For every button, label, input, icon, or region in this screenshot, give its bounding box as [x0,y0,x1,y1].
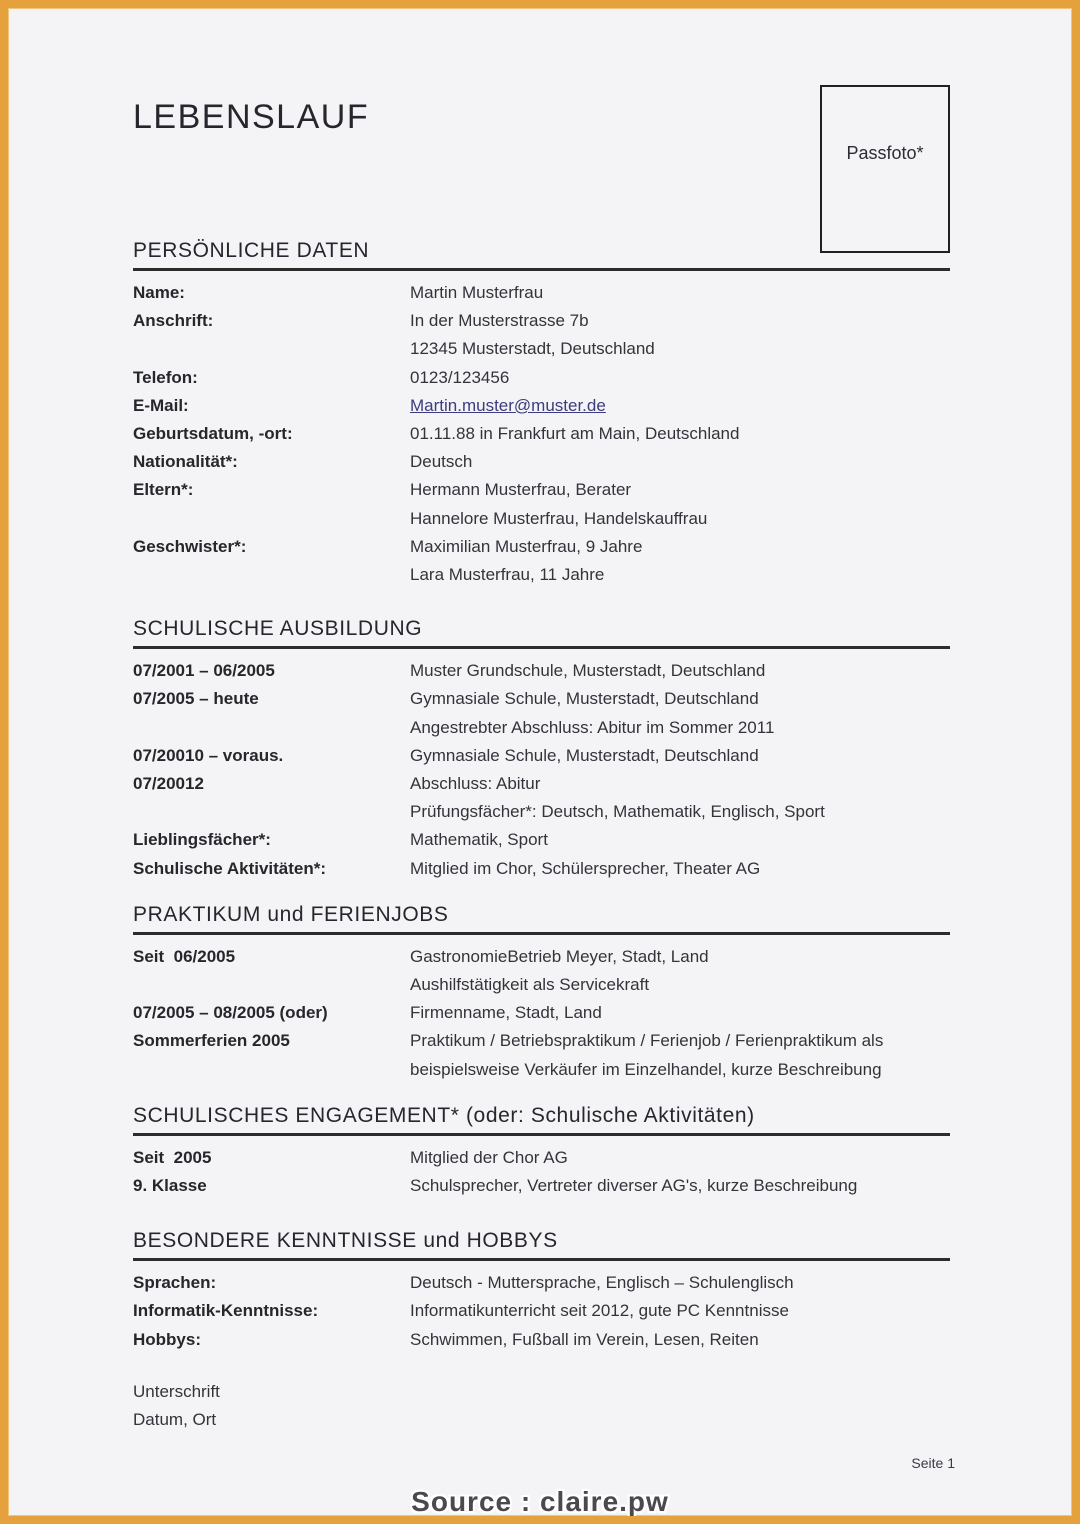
row-value: 01.11.88 in Frankfurt am Main, Deutschland [410,424,740,444]
table-row [133,505,950,533]
row-label: Geschwister*: [133,536,247,556]
table-row [133,392,950,420]
row-value: Schulsprecher, Vertreter diverser AG's, kurze Beschreibung [410,1176,858,1196]
row-value: Abschluss: Abitur [410,774,541,794]
table-row [133,1326,950,1354]
signature-label: Unterschrift [133,1381,220,1401]
section-rows-persoenliche-daten [133,279,950,589]
section-heading-schulisches-engagement: SCHULISCHES ENGAGEMENT* (oder: Schulische Aktivitäten) [133,1103,950,1136]
page-number: Seite 1 [911,1455,955,1471]
document-body [8,8,1072,1434]
row-value: Firmenname, Stadt, Land [410,1003,602,1023]
table-row [133,448,950,476]
page-title: LEBENSLAUF [133,98,370,136]
row-label [133,971,410,999]
row-label: Informatik-Kenntnisse: [133,1301,319,1321]
table-row [133,476,950,504]
row-value: Prüfungsfächer*: Deutsch, Mathematik, Englisch, Sport [410,802,825,822]
row-label: Seit 2005 [133,1147,212,1167]
row-label: Sprachen: [133,1273,217,1293]
row-label: 07/20010 – voraus. [133,745,284,765]
row-value: Informatikunterricht seit 2012, gute PC Kenntnisse [410,1301,789,1321]
row-label [133,1056,410,1084]
section-heading-praktikum-ferienjobs: PRAKTIKUM und FERIENJOBS [133,902,950,935]
row-label: Lieblingsfächer*: [133,830,271,850]
row-label: Nationalität*: [133,452,238,472]
row-label: Sommerferien 2005 [133,1031,290,1051]
row-value: Gymnasiale Schule, Musterstadt, Deutschland [410,689,759,709]
table-row [133,943,950,971]
table-row [133,335,950,363]
row-value [410,392,950,420]
table-row [133,533,950,561]
row-value: Praktikum / Betriebspraktikum / Ferienjob / Ferienpraktikum als [410,1031,884,1051]
section-rows-besondere-kenntnisse [133,1269,950,1354]
table-row [133,1269,950,1297]
section-heading-persoenliche-daten: PERSÖNLICHE DATEN [133,238,950,271]
table-row [133,1027,950,1055]
row-label: 07/2001 – 06/2005 [133,661,275,681]
row-label: Anschrift: [133,311,214,331]
row-value: Lara Musterfrau, 11 Jahre [410,565,605,585]
row-label: Geburtsdatum, -ort: [133,424,293,444]
table-row [133,307,950,335]
row-value: In der Musterstrasse 7b [410,311,589,331]
row-label [133,505,410,533]
row-label: E-Mail: [133,395,189,415]
table-row [133,1056,950,1084]
row-label: 07/20012 [133,774,204,794]
row-value: 12345 Musterstadt, Deutschland [410,339,655,359]
source-watermark: Source : claire.pw [411,1486,669,1517]
table-row [133,364,950,392]
table-row [133,999,950,1027]
passfoto-label: Passfoto* [846,143,924,163]
section-heading-schulische-ausbildung: SCHULISCHE AUSBILDUNG [133,616,950,649]
row-label: Name: [133,283,185,302]
row-value: Angestrebter Abschluss: Abitur im Sommer 2011 [410,717,775,737]
row-label: Seit 06/2005 [133,946,236,966]
row-value: Maximilian Musterfrau, 9 Jahre [410,536,643,556]
row-label [133,714,410,742]
row-value: Aushilfstätigkeit als Servicekraft [410,975,650,995]
signature-block [133,1378,950,1434]
table-row [133,742,950,770]
row-value: Mitglied im Chor, Schülersprecher, Theater AG [410,858,761,878]
row-value: 0123/123456 [410,367,510,387]
email-link[interactable]: Martin.muster@muster.de [410,395,606,415]
date-place-label: Datum, Ort [133,1410,217,1430]
row-value: Mitglied der Chor AG [410,1147,568,1167]
row-value: Schwimmen, Fußball im Verein, Lesen, Reiten [410,1329,759,1349]
section-rows-schulisches-engagement [133,1144,950,1200]
section-rows-schulische-ausbildung [133,657,950,883]
row-label: Eltern*: [133,480,194,500]
row-value: Martin Musterfrau [410,283,544,302]
table-row [133,1144,950,1172]
section-rows-praktikum-ferienjobs [133,943,950,1084]
row-value: Deutsch [410,452,473,472]
table-row [133,561,950,589]
row-value: GastronomieBetrieb Meyer, Stadt, Land [410,946,709,966]
row-value: Mathematik, Sport [410,830,548,850]
row-label: Hobbys: [133,1329,201,1349]
table-row [133,657,950,685]
row-value: Gymnasiale Schule, Musterstadt, Deutschland [410,745,759,765]
table-row [133,1172,950,1200]
table-row [133,855,950,883]
table-row [133,826,950,854]
row-value: beispielsweise Verkäufer im Einzelhandel, kurze Beschreibung [410,1059,882,1079]
row-label [133,561,410,589]
table-row [133,798,950,826]
row-value: Hermann Musterfrau, Berater [410,480,632,500]
table-row [133,714,950,742]
row-label [133,798,410,826]
table-row [133,971,950,999]
table-row [133,1297,950,1325]
row-label: Telefon: [133,367,198,387]
row-label [133,335,410,363]
table-row [133,420,950,448]
row-value: Deutsch - Muttersprache, Englisch – Schulenglisch [410,1273,794,1293]
table-row [133,685,950,713]
row-label: 07/2005 – heute [133,689,259,709]
row-value: Muster Grundschule, Musterstadt, Deutschland [410,661,766,681]
row-value: Hannelore Musterfrau, Handelskauffrau [410,508,708,528]
row-label: 07/2005 – 08/2005 (oder) [133,1003,328,1023]
row-label: 9. Klasse [133,1176,207,1196]
table-row [133,770,950,798]
table-row [133,279,950,307]
section-heading-besondere-kenntnisse: BESONDERE KENNTNISSE und HOBBYS [133,1228,950,1261]
row-label: Schulische Aktivitäten*: [133,858,327,878]
